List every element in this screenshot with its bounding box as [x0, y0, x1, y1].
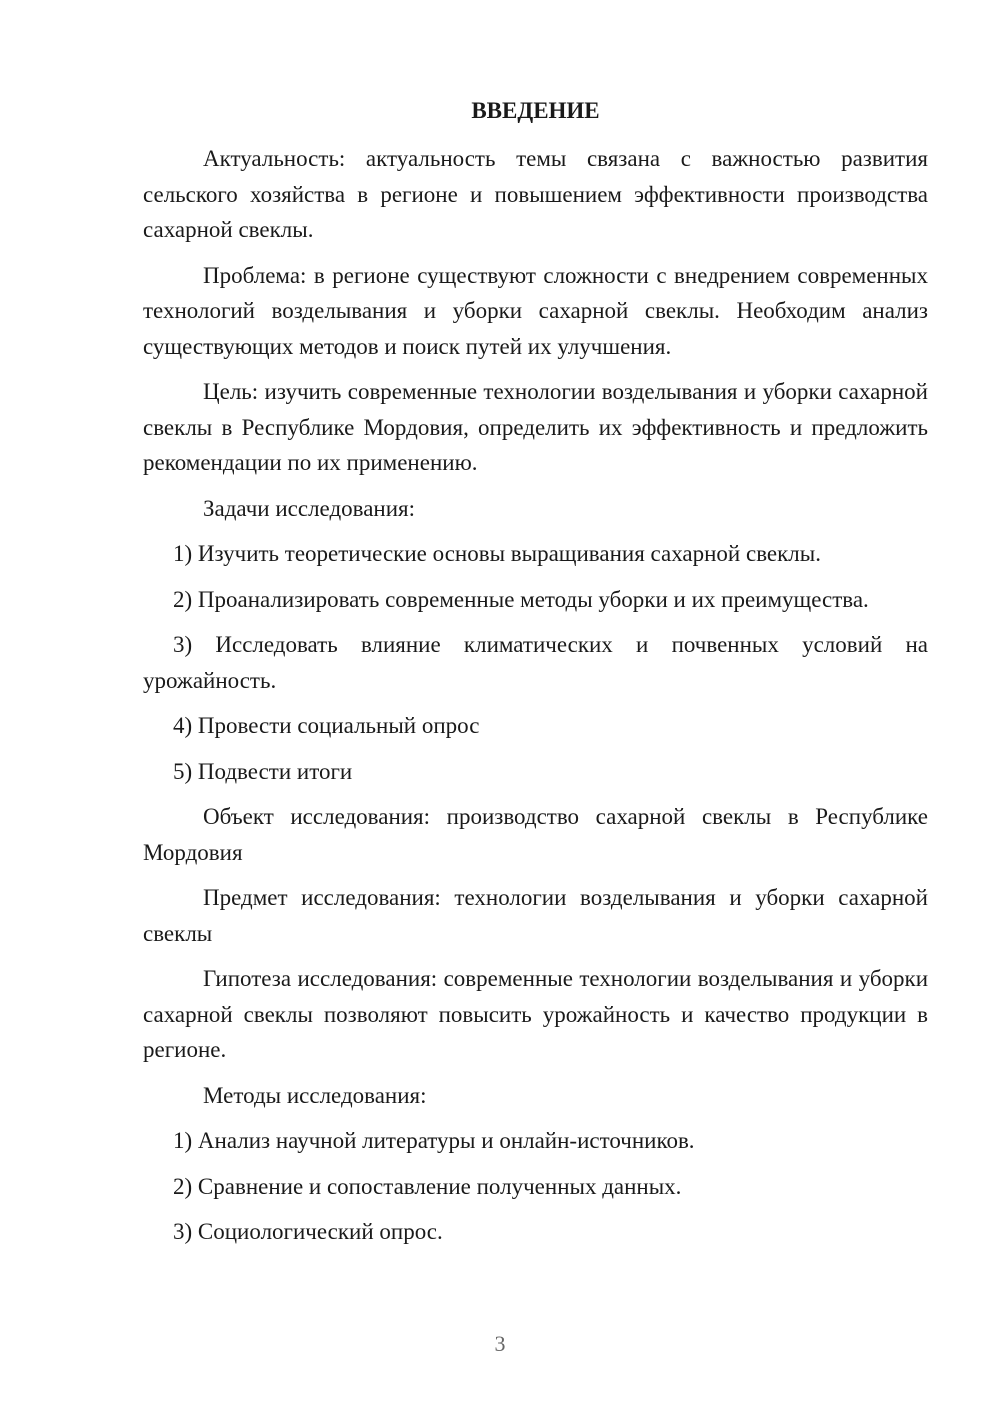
task-item: 1) Изучить теоретические основы выращивания сахарной свеклы.	[173, 541, 821, 566]
paragraph-object: Объект исследования: производство сахарной свеклы в Республике Мордовия	[143, 804, 928, 865]
paragraph-relevance: Актуальность: актуальность темы связана с важностью развития сельского хозяйства в регионе и повышением эффективности производства сахарной свеклы.	[143, 146, 928, 242]
method-item: 1) Анализ научной литературы и онлайн-источников.	[173, 1128, 695, 1153]
task-item: 5) Подвести итоги	[173, 758, 353, 784]
paragraph-goal: Цель: изучить современные технологии возделывания и уборки сахарной свеклы в Республике Мордовия, определить их эффективность и предложить рекомендации по их применению.	[143, 379, 928, 475]
paragraph-subject: Предмет исследования: технологии возделывания и уборки сахарной свеклы	[143, 885, 928, 946]
tasks-heading: Задачи исследования:	[203, 495, 416, 521]
paragraph-problem: Проблема: в регионе существуют сложности с внедрением современных технологий возделывания и уборки сахарной свеклы. Необходим анализ существующих методов и поиск путей их улучшения.	[143, 262, 928, 359]
document-page	[143, 95, 928, 1260]
method-item: 3) Социологический опрос.	[173, 1219, 443, 1244]
task-item: 3) Исследовать влияние климатических и почвенных условий на урожайность.	[143, 632, 928, 693]
paragraph-hypothesis: Гипотеза исследования: современные технологии возделывания и уборки сахарной свеклы позволяют повысить урожайность и качество продукции в регионе.	[143, 966, 928, 1062]
page-number: 3	[494, 1331, 506, 1356]
task-item: 2) Проанализировать современные методы уборки и их преимущества.	[173, 586, 869, 612]
task-item: 4) Провести социальный опрос	[173, 713, 480, 738]
methods-heading: Методы исследования:	[203, 1082, 427, 1108]
page-title: ВВЕДЕНИЕ	[471, 98, 600, 123]
method-item: 2) Сравнение и сопоставление полученных данных.	[173, 1173, 682, 1199]
